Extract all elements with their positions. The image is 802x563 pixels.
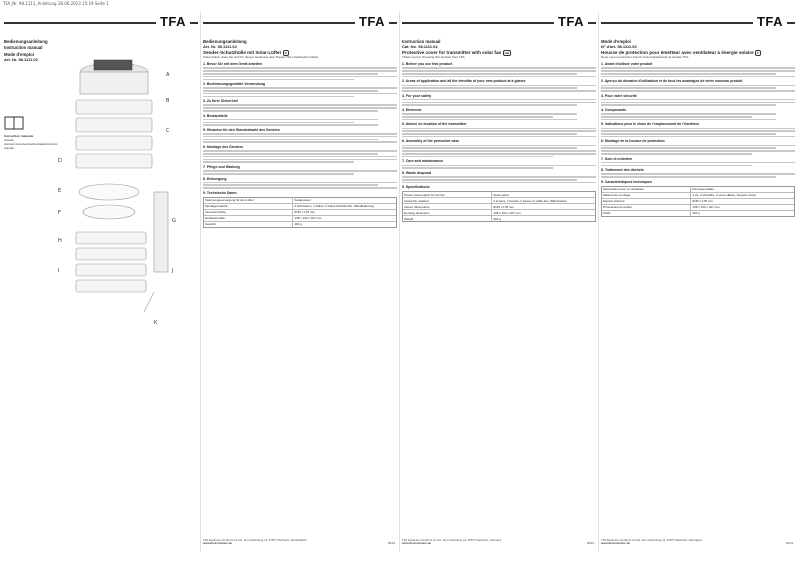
book-url[interactable]: www.tfa-dostmann.de/en/service/downloads/instruction-manuals: [4, 138, 59, 150]
en-footer: TFA Dostmann GmbH & Co.KG, Zum Ottersberg 12, 97877 Wertheim, Germany www.tfa-dostmann.de 06/23: [402, 537, 594, 546]
de-section-1: 1. Bevor Sie mit dem Gerät arbeiten: [203, 62, 263, 67]
brand-logo: TFA: [753, 14, 787, 29]
label-a: A: [166, 72, 170, 78]
cover-art-number: Art. Nr. 98.1111.02: [4, 56, 38, 62]
cover-title-de: Bedienungsanleitung: [4, 39, 48, 44]
de-section-3: 3. Zu Ihrer Sicherheit: [203, 99, 238, 104]
fr-product-title: Housse de protection pour émetteur avec ventilateur à énergie solaire: [601, 50, 754, 56]
fr-section-7: 7. Soin et entretien: [601, 156, 633, 161]
fr-spec-table: Alimentation pour le ventilateur Panneau solaire Matériel de montage 4 vis, 4 chevilles, 2 serre-câbles, Support mural Espace intérieur Ø 80 x 178 mm Dimensions du boîtier 138 x 163 x 327 mm Poids 494 g: [601, 186, 795, 217]
en-section-3: 3. For your safety: [402, 93, 432, 98]
brand-logo: TFA: [156, 14, 190, 29]
cover-title-en: Instruction manual: [4, 45, 43, 51]
fr-intro: Nous vous remercions d'avoir choisi l'appareil de la société TFA.: [601, 55, 690, 60]
de-section-5: 5. Hinweise für den Standortwahl des Senders: [203, 127, 280, 132]
en-art-number: Cat. No. 98.1111.02: [402, 44, 438, 50]
de-section-8: 8. Entsorgung: [203, 176, 227, 181]
cover-panel: [4, 12, 198, 548]
de-art-number: Art. Nr. 98.1111.02: [203, 44, 237, 50]
product-illustration: [54, 42, 184, 342]
en-spec-table: Power consumption for the fan Solar panel Assembly material 4 screws, 4 dowels, 2 pieces of cable ties, Wall bracket Interior dimensions Ø 80 x 178 mm Housing dimension 138 x 163 x 327 mm Weight 494 g: [402, 191, 596, 222]
english-panel: [402, 12, 596, 548]
de-page: 06/23: [388, 541, 395, 546]
en-page: 06/23: [587, 541, 594, 546]
label-h: H: [58, 238, 62, 244]
en-section-4: 4. Elements: [402, 108, 422, 113]
book-icon: [4, 116, 24, 130]
en-lang-badge: GB: [504, 51, 510, 56]
fr-section-8: 8. Traitement des déchets: [601, 168, 644, 173]
fr-section-3: 3. Pour votre sécurité: [601, 93, 637, 98]
fr-section-6: 6. Montage de la housse de protection: [601, 139, 665, 144]
fr-section-1: 1. Avant d'utiliser votre produit: [601, 62, 653, 67]
de-spec-table: Spannungsversorgung für den Lüfter Solarpaneel Montagematerial 4 Schrauben, 4 Dübel, 2 Kabel-Kabelbinder, Wandhalterung Innenraumhöhe Ø 80 x 178 mm Gehäusemaße 138 x 163 x 327 mm Gewicht 494 g: [203, 197, 397, 228]
book-title: Instruction manuals: [4, 134, 34, 138]
fr-lang-badge: F: [756, 51, 759, 56]
en-section-9: 9. Specifications: [402, 185, 430, 190]
fr-section-9: 9. Caractéristiques techniques: [601, 179, 652, 184]
en-section-6: 6. Assembly of the protective case: [402, 139, 460, 144]
en-section-8: 8. Waste disposal: [402, 170, 432, 175]
label-c: C: [166, 128, 170, 134]
de-section-4: 4. Bestandteile: [203, 113, 228, 118]
de-doc-title: Bedienungsanleitung: [203, 39, 247, 44]
de-section-9: 9. Technische Daten: [203, 190, 237, 195]
fr-doc-title: Mode d'emploi: [601, 39, 631, 44]
de-section-6: 6. Montage des Senders: [203, 145, 244, 150]
fr-section-4: 4. Composants: [601, 108, 627, 113]
en-section-5: 5. Advice on location of the transmitter: [402, 122, 467, 127]
label-i: I: [58, 268, 60, 274]
book-block: [4, 116, 59, 151]
label-k: K: [154, 320, 158, 326]
cover-title-fr: Mode d'emploi: [4, 51, 34, 57]
german-panel: [203, 12, 397, 548]
fr-footer: TFA Dostmann GmbH & Co.KG, Zum Ottersberg 12, 97877 Wertheim, Allemagne www.tfa-dostmann.de 06/23: [601, 537, 793, 546]
fr-art-number: N° d'art. 98.1111.02: [601, 44, 637, 50]
french-panel: [601, 12, 795, 548]
en-doc-title: Instruction manual: [402, 39, 441, 44]
en-site[interactable]: www.tfa-dostmann.de: [402, 541, 431, 546]
de-site[interactable]: www.tfa-dostmann.de: [203, 541, 232, 546]
de-lang-badge: D: [284, 51, 287, 56]
fr-site[interactable]: www.tfa-dostmann.de: [601, 541, 630, 546]
fr-page: 06/23: [786, 541, 793, 546]
de-footer: TFA Dostmann GmbH & Co.KG, Zum Ottersberg 12, 97877 Wertheim, Deutschland www.tfa-dostmann.de 06/23: [203, 537, 395, 546]
fr-section-2: 2. Aperçu du domaine d'utilisation et de tous les avantages de votre nouveau produit: [601, 79, 743, 84]
en-intro: Thank you for choosing this product from TFA.: [402, 55, 466, 60]
de-section-7: 7. Pflege und Wartung: [203, 164, 240, 169]
en-product-title: Protective cover for transmitter with solar fan: [402, 50, 502, 56]
cover-header: [4, 12, 198, 38]
label-d: D: [58, 158, 62, 164]
label-b: B: [166, 98, 170, 104]
label-g: G: [172, 218, 176, 224]
en-section-7: 7. Care and maintenance: [402, 159, 444, 164]
de-intro: Vielen Dank, dass Sie sich für dieses Gerät aus dem Hause TFA entschieden haben.: [203, 55, 320, 60]
de-section-2: 2. Bestimmungsgemäße Verwendung: [203, 82, 266, 87]
label-f: F: [58, 210, 61, 216]
brand-logo: TFA: [554, 14, 588, 29]
print-header: TFA_Nr. 98.1111_Anleitung 28.06.2023 15:19 Seite 1: [3, 1, 109, 6]
en-section-1: 1. Before you use this product: [402, 62, 453, 67]
de-product-title: Sender-Schutzhülle mit Solar-Lüfter: [203, 50, 282, 56]
brand-logo: TFA: [355, 14, 389, 29]
fr-section-5: 5. Indications pour le choix de l'emplacement de l'émetteur: [601, 122, 699, 127]
label-j: J: [172, 268, 174, 274]
en-section-2: 2. Areas of application and all the benefits of your new product at a glance: [402, 79, 526, 84]
label-e: E: [58, 188, 62, 194]
